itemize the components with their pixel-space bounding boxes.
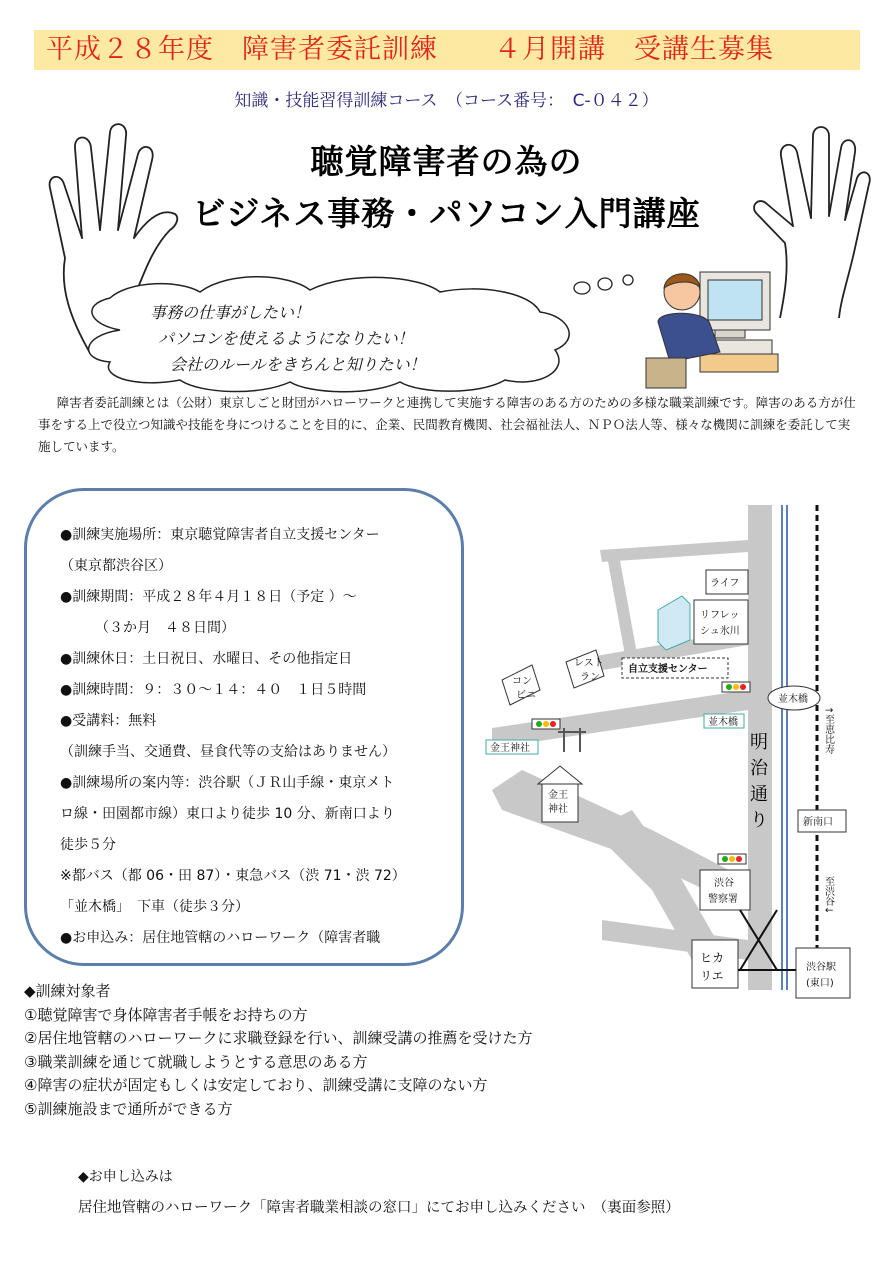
info-venue: ●訓練実施場所：東京聴覚障害者自立支援センター [60,527,380,543]
map-namiki-sign: 並木橋 [708,717,738,728]
target-item: ②居住地管轄のハローワークに求職登録を行い、訓練受講の推薦を受けた方 [24,1029,533,1047]
course-number: 知識・技能習得訓練コース （コース番号： C-０４２） [234,91,659,111]
map-meiji-1: 明 [750,732,768,753]
map-meiji-2: 治 [750,758,768,779]
map-conv-2: ビニ [516,690,536,701]
info-holidays: ●訓練休日：土日祝日、水曜日、その他指定日 [60,651,353,667]
map-ebisu: ↑至恵比寿 [822,706,834,755]
target-list [24,980,532,1121]
info-bus: ※都バス（都 06・田 87）・東急バス（渋 71・渋 72） [60,868,406,884]
map-station-1: 渋谷駅 [806,962,836,973]
info-access-2: ロ線・田園都市線）東口より徒歩 10 分、新南口より [60,806,395,822]
map-center: 自立支援センター [628,664,708,675]
target-item: ①聴覚障害で身体障害者手帳をお持ちの方 [24,1005,308,1024]
map-kinno-1: 金王 [548,790,568,801]
info-apply: ●お申込み：居住地管轄のハローワーク（障害者職 [60,930,381,946]
info-period: ●訓練期間：平成２８年４月１８日（予定 ）～ [60,589,357,605]
cloud-line-2: パソコンを使えるようになりたい！ [158,329,414,348]
map-life: ライフ [710,578,740,589]
map-police-2: 警察署 [708,894,738,905]
info-fee: ●受講料：無料 [60,713,157,729]
cloud-line-1: 事務の仕事がしたい！ [150,303,311,322]
info-access-3: 徒歩５分 [60,837,116,853]
info-period-detail: （３か月 ４８日間） [60,620,235,636]
access-map [482,500,872,1000]
map-refresh-1: リフレッ [700,610,740,621]
map-conv-1: コン [512,676,532,687]
page-title-line1: 聴覚障害者の為の [310,142,583,181]
apply-body: 居住地管轄のハローワーク「障害者職業相談の窓口」にてお申し込みください （裏面参照） [78,1200,680,1216]
cloud-line-3: 会社のルールをきちんと知りたい！ [170,355,426,374]
target-item: ⑤訓練施設まで通所ができる方 [24,1099,233,1118]
map-hikarie-2: リエ [700,969,724,983]
info-bus-stop: 「並木橋」 下車（徒歩３分） [60,899,249,915]
map-rest-1: レスト [574,658,604,669]
target-item: ③職業訓練を通じて就職しようとする意思のある方 [24,1052,368,1071]
map-police-1: 渋谷 [714,878,734,889]
info-venue-ward: （東京都渋谷区） [60,558,172,574]
target-item: ④障害の症状が固定もしくは安定しており、訓練受講に支障のない方 [24,1076,488,1094]
map-shibuya-to: 至渋谷↓ [822,876,834,915]
map-station-2: (東口) [806,978,834,989]
map-rest-2: ラン [580,672,600,683]
info-hours: ●訓練時間：９：３０～１４：４０ １日５時間 [60,682,367,698]
intro-paragraph: 障害者委託訓練とは（公財）東京しごと財団がハローワークと連携して実施する障害のある方のための多様な職業訓練です。障害のある方が仕事をする上で役立つ知識や技能を身につけることを目的に、企業、民間教育機関、社会福祉法人、ＮＰＯ法人等、様々な機関に訓練を委託して実施しています。 [38,395,856,454]
recruitment-banner: 平成２８年度 障害者委託訓練 ４月開講 受講生募集 [34,30,860,70]
info-fee-note: （訓練手当、交通費、昼食代等の支給はありません） [60,744,396,760]
map-shinminami: 新南口 [803,817,833,828]
map-meiji-4: り [750,810,768,831]
map-hikarie-1: ヒカ [700,951,725,965]
person-computer-illustration [640,262,780,392]
map-kinno-sign: 金王神社 [490,743,530,754]
map-namiki-bubble: 並木橋 [778,694,808,705]
map-meiji-3: 通 [750,784,768,805]
map-refresh-2: シュ氷川 [700,626,740,637]
training-info [60,520,460,954]
map-kinno-2: 神社 [548,804,568,815]
target-heading: ◆訓練対象者 [24,982,111,1000]
apply-heading: ◆お申し込みは [78,1169,173,1185]
page-title-line2: ビジネス事務・パソコン入門講座 [192,194,701,233]
info-access-1: ●訓練場所の案内等：渋谷駅（ＪＲ山手線・東京メト [60,775,395,791]
